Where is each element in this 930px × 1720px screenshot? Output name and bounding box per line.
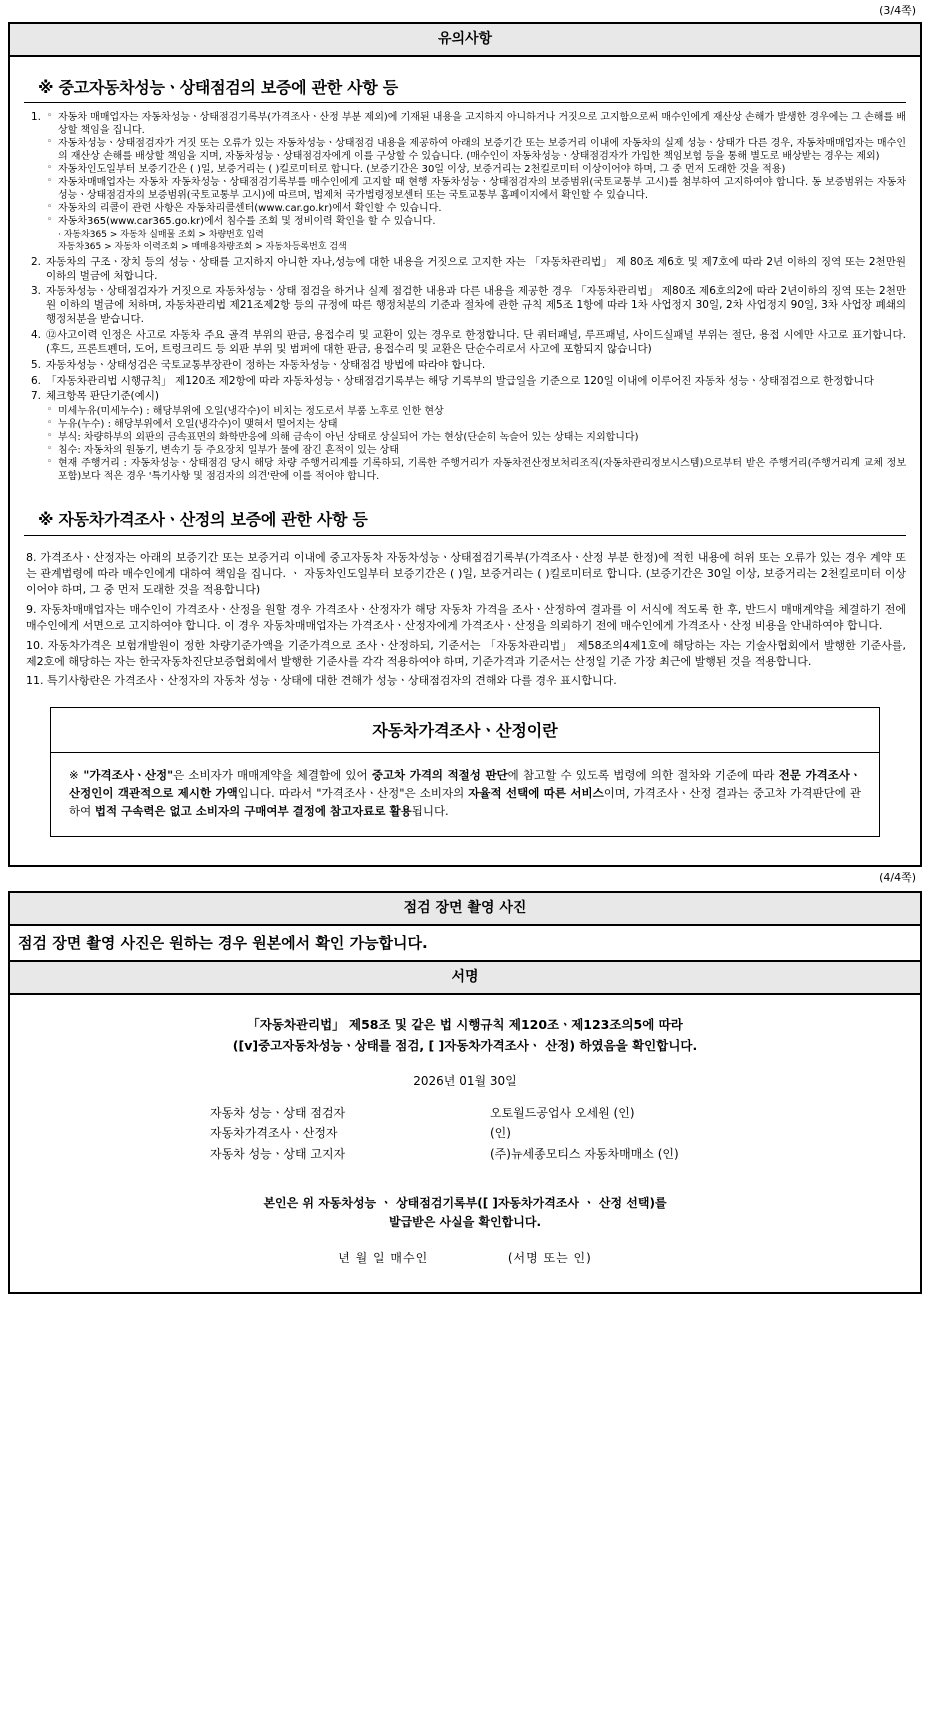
- definition-text: 은 소비자가 매매계약을 체결함에 있어: [173, 767, 372, 782]
- table-row: [150, 1123, 780, 1143]
- signer-role-notifier: 자동차 성능ㆍ상태 고지자: [210, 1146, 346, 1161]
- definition-box: [50, 707, 880, 837]
- item-number: 6.: [30, 374, 41, 387]
- section-heading-warranty: ※ 중고자동차성능ㆍ상태점검의 보증에 관한 사항 등: [38, 77, 398, 97]
- paragraph-9: 9. 자동차매매업자는 매수인이 가격조사ㆍ산정을 원할 경우 가격조사ㆍ산정자가 해당 자동차 가격을 조사ㆍ산정하여 결과를 이 서식에 적도록 한 후, 반드시 매매계약을 체결하기 전에 매수인에게 서면으로 고지하여야 합니다. 이 경우 자동차매매업자는 가격조사ㆍ산정자에게 가격조사ㆍ산정을 의뢰하기 전에 매수인에게 가격조사ㆍ산정 비용을 안내하여야 합니다.: [26, 602, 906, 632]
- buyer-signature-row: [10, 1250, 920, 1266]
- buyer-date-label: 년 월 일 매수인: [338, 1251, 429, 1266]
- item-text: 체크항목 판단기준(예시): [46, 390, 159, 403]
- list-item: [24, 359, 906, 373]
- list-item: ◦ 미세누유(미세누수) : 해당부위에 오일(냉각수)이 비치는 정도로서 부품 노후로 인한 현상: [46, 405, 906, 418]
- car365-path-1: · 자동차365 > 자동차 실매물 조회 > 차량번호 입력: [58, 230, 264, 241]
- paragraph-11: 11. 특기사항란은 가격조사ㆍ산정자의 자동차 성능ㆍ상태에 대한 견해가 성능ㆍ상태점검자의 견해와 다를 경우 표시합니다.: [26, 674, 617, 688]
- definition-emphasis: 중고차 가격의 적절성 판단: [371, 767, 508, 782]
- price-survey-paragraphs: [24, 550, 906, 690]
- list-item: [24, 285, 906, 327]
- list-item: ◦ 현재 주행거리 : 자동차성능ㆍ상태점검 당시 해당 차량 주행거리계를 기록하되, 기록한 주행거리가 자동차전산정보처리조직(자동차관리정보시스템)으로부터 받은 주행거리(주행거리계 교체 정보 포함)보다 적은 경우 '특기사항 및 점검자의 의견'란에 이를 적어야 합니다.: [46, 457, 906, 483]
- buyer-sign-label: (서명 또는 인): [507, 1251, 592, 1266]
- signer-value-inspector: 오토월드공업사 오세원 (인): [490, 1106, 635, 1121]
- checklist-criteria: [46, 405, 906, 483]
- page3-number: (3/4쪽): [879, 4, 916, 17]
- definition-title: 자동차가격조사ㆍ산정이란: [51, 708, 879, 753]
- signature-area: [10, 995, 920, 1292]
- item-text: ⑫사고이력 인정은 사고로 자동차 주요 골격 부위의 판금, 용접수리 및 교환이 있는 경우로 한정합니다. 단 쿼터패널, 루프패널, 사이드실패널 부위는 절단, 용접 시에만 사고로 표기합니다. (후드, 프론트펜더, 도어, 트렁크리드 등 외판 부위 및 범퍼에 대한 판금, 용접수리 및 교환은 단순수리로서 사고에 포함되지 않습니다): [46, 329, 906, 355]
- divider-1: [24, 102, 906, 103]
- section-heading-price-survey: ※ 자동차가격조사ㆍ산정의 보증에 관한 사항 등: [38, 510, 368, 530]
- confirm-line-1: 본인은 위 자동차성능 ㆍ 상태점검기록부([ ]자동차가격조사 ㆍ 산정 선택)를: [263, 1195, 667, 1210]
- list-item: [24, 111, 906, 253]
- signer-role-inspector: 자동차 성능ㆍ상태 점검자: [210, 1106, 346, 1121]
- list-item: [24, 390, 906, 483]
- list-item: ◦ 자동차성능ㆍ상태점검자가 거짓 또는 오류가 있는 자동차성능ㆍ상태점검 내용을 제공하여 아래의 보증기간 또는 보증거리 이내에 자동차의 실제 성능ㆍ상태가 다른 경우, 자동차매매업자는 매수인의 재산상 손해를 배상할 책임을 지며, 자동차성능ㆍ상태점검자에게 이를 구상할 수 있습니다. (매수인이 자동차성능ㆍ상태점검자가 가입한 책임보험 등을 통해 별도로 배상받는 경우는 제외): [46, 137, 906, 163]
- divider-2: [24, 535, 906, 536]
- definition-text: ※: [69, 767, 84, 782]
- list-item: ◦ 자동차매매업자는 자동차 자동차성능ㆍ상태점검기록부를 매수인에게 고지할 때 현행 자동차성능ㆍ상태점검자의 보증범위(국토교통부 고시)를 첨부하여 고지하여야 합니다. 동 보증범위는 자동차성능ㆍ상태점검자의 보증범위(국토교통부 고시)에 따르며, 법제처 국가법령정보센터 또는 국토교통부 홈페이지에서 확인할 수 있습니다.: [46, 176, 906, 202]
- law-reference-line2: ([ⅴ]중고자동차성능ㆍ상태를 점검, [ ]자동차가격조사ㆍ 산정) 하였음을 확인합니다.: [232, 1038, 698, 1054]
- list-item: ◦ 침수: 자동차의 원동기, 변속기 등 주요장치 일부가 물에 잠긴 흔적이 있는 상태: [46, 444, 906, 457]
- list-item: [24, 375, 906, 389]
- page4-sheet: [8, 891, 922, 1294]
- signature-section-title: 서명: [10, 962, 920, 995]
- definition-emphasis: 전문 가격조사ㆍ산정인이 객관적으로 제시한 가액: [69, 767, 862, 800]
- paragraph-10: 10. 자동차가격은 보험개발원이 정한 차량기준가액을 기준가격으로 조사ㆍ산정하되, 기준서는 「자동차관리법」 제58조의4제1호에 해당하는 자는 기술사협회에서 발행한 기준사를, 제2호에 해당하는 자는 한국자동차진단보증협회에서 발행한 기준사를 각각 적용하여야 하며, 기준가격과 기준서는 산정일 기준 가장 최근에 발행된 것을 적용합니다.: [26, 638, 906, 668]
- item-number: 4.: [30, 329, 41, 341]
- item-number: 1.: [30, 111, 41, 124]
- item-text: 「자동차관리법 시행규칙」 제120조 제2항에 따라 자동차성능ㆍ상태점검기록부는 해당 기록부의 발급일을 기준으로 120일 이내에 이루어진 자동차 성능ㆍ상태점검으로 한정합니다: [46, 374, 874, 387]
- table-row: [150, 1103, 780, 1123]
- signer-value-appraiser: (인): [490, 1126, 511, 1141]
- sub-list: [46, 111, 906, 228]
- definition-text: 이며, 가격조사ㆍ산정 결과는 중고차 가격판단에 관하여: [69, 785, 861, 818]
- warranty-item-list: [24, 111, 906, 483]
- item-text: 자동차성능ㆍ상태점검자가 거짓으로 자동차성능ㆍ상태 점검을 하거나 실제 점검한 내용과 다른 내용을 제공한 경우 「자동차관리법」 제80조 제6호의2에 따라 2년이하의 징역 또는 2천만원 이하의 벌금에 처하며, 자동차관리법 제21조제2항 등의 규정에 따른 행정처분의 기준과 절차에 관한 규칙 제5조 1항에 따라 1차 사업정지 30일, 2차 사업정지 90일, 3차 사업장 폐쇄의 행정처분을 받습니다.: [46, 285, 906, 326]
- item-text: 자동차성능ㆍ상태성검은 국토교통부장관이 정하는 자동차성능ㆍ상태점검 방법에 따라야 합니다.: [46, 358, 486, 371]
- list-item: ◦ 누유(누수) : 해당부위에서 오일(냉각수)이 맺혀서 떨어지는 상태: [46, 418, 906, 431]
- definition-text: 됩니다.: [411, 803, 449, 818]
- photo-banner: 점검 장면 촬영 사진은 원하는 경우 원본에서 확인 가능합니다.: [10, 926, 920, 962]
- list-item: ◦ 자동차365(www.car365.go.kr)에서 침수를 조회 및 정비이력 확인을 할 수 있습니다.: [46, 215, 906, 228]
- confirm-line-2: 발급받은 사실을 확인합니다.: [388, 1214, 542, 1229]
- definition-text: 입니다. 따라서 "가격조사ㆍ산정"은 소비자의: [237, 785, 469, 800]
- law-reference-line1: 「자동차관리법」 제58조 및 같은 법 시행규칙 제120조ㆍ제123조의5에 따라: [247, 1017, 683, 1033]
- item-number: 2.: [30, 255, 41, 268]
- item-number: 3.: [30, 285, 41, 298]
- table-row: [150, 1144, 780, 1164]
- definition-text: 에 참고할 수 있도록 법령에 의한 절차와 기준에 따라: [507, 767, 779, 782]
- signer-value-notifier: (주)뉴세종모티스 자동차매매소 (인): [490, 1146, 679, 1161]
- signature-table: [150, 1103, 780, 1164]
- buyer-confirmation: [10, 1194, 920, 1232]
- car365-path-2: 자동차365 > 자동차 이력조회 > 매매용차량조회 > 자동차등록번호 검색: [58, 242, 347, 253]
- list-item: [24, 256, 906, 284]
- signature-date: 2026년 01월 30일: [413, 1074, 517, 1089]
- page3-sheet: [8, 22, 922, 868]
- paragraph-8: 8. 가격조사ㆍ산정자는 아래의 보증기간 또는 보증거리 이내에 중고자동차 자동차성능ㆍ상태점검기록부(가격조사ㆍ산정 부분 한정)에 적힌 내용에 허위 또는 오류가 있는 경우 계약 또는 관계법령에 따라 매수인에게 대하여 책임을 집니다. ㆍ 자동차인도일부터 보증기간은 ( )일, 보증거리는 ( )킬로미터로 합니다. (보증기간은 30일 이상, 보증거리는 2천킬로미터 이상이어야 하며, 그 중 먼저 도래한 것을 적용합니다): [26, 550, 906, 596]
- page3-title: 유의사항: [10, 24, 920, 57]
- page4-number: (4/4쪽): [879, 871, 916, 885]
- signer-role-appraiser: 자동차가격조사ㆍ산정자: [210, 1126, 338, 1141]
- page4-title: 점검 장면 촬영 사진: [10, 893, 920, 926]
- list-item: [24, 329, 906, 357]
- list-item: ◦ 자동차 매매업자는 자동차성능ㆍ상태점검기록부(가격조사ㆍ산정 부분 제외)에 기재된 내용을 고지하지 아니하거나 거짓으로 고지함으로써 매수인에게 재산상 손해가 발생한 경우에는 그 손해를 배상할 책임을 집니다.: [46, 111, 906, 137]
- definition-body: [51, 753, 879, 836]
- list-item: ◦ 자동차인도일부터 보증기간은 ( )일, 보증거리는 ( )킬로미터로 합니다. (보증기간은 30일 이상, 보증거리는 2천킬로미터 이상이어야 하며, 그 중 먼저 도래한 것을 적용): [46, 163, 906, 176]
- item-number: 5.: [30, 358, 41, 371]
- item-text: 자동차의 구조ㆍ장치 등의 성능ㆍ상태를 고지하지 아니한 자나,성능에 대한 내용을 거짓으로 고지한 자는 「자동차관리법」 제 80조 제6호 및 제7호에 따라 2년 이하의 징역 또는 2천만원 이하의 벌금에 처합니다.: [46, 255, 906, 282]
- list-item: ◦ 부식: 차량하부의 외판의 금속표면의 화학반응에 의해 금속이 아닌 상태로 상실되어 가는 현상(단순히 녹슬어 있는 상태는 지외합니다): [46, 431, 906, 444]
- list-item: ◦ 자동차의 리콜이 관련 사항은 자동차리콜센터(www.car.go.kr)에서 확인할 수 있습니다.: [46, 202, 906, 215]
- definition-emphasis: 자율적 선택에 따른 서비스: [468, 785, 604, 800]
- definition-emphasis: "가격조사ㆍ산정": [83, 767, 174, 782]
- definition-emphasis: 법적 구속력은 없고 소비자의 구매여부 결정에 참고자료로 활용: [94, 803, 412, 818]
- item-number: 7.: [30, 390, 41, 403]
